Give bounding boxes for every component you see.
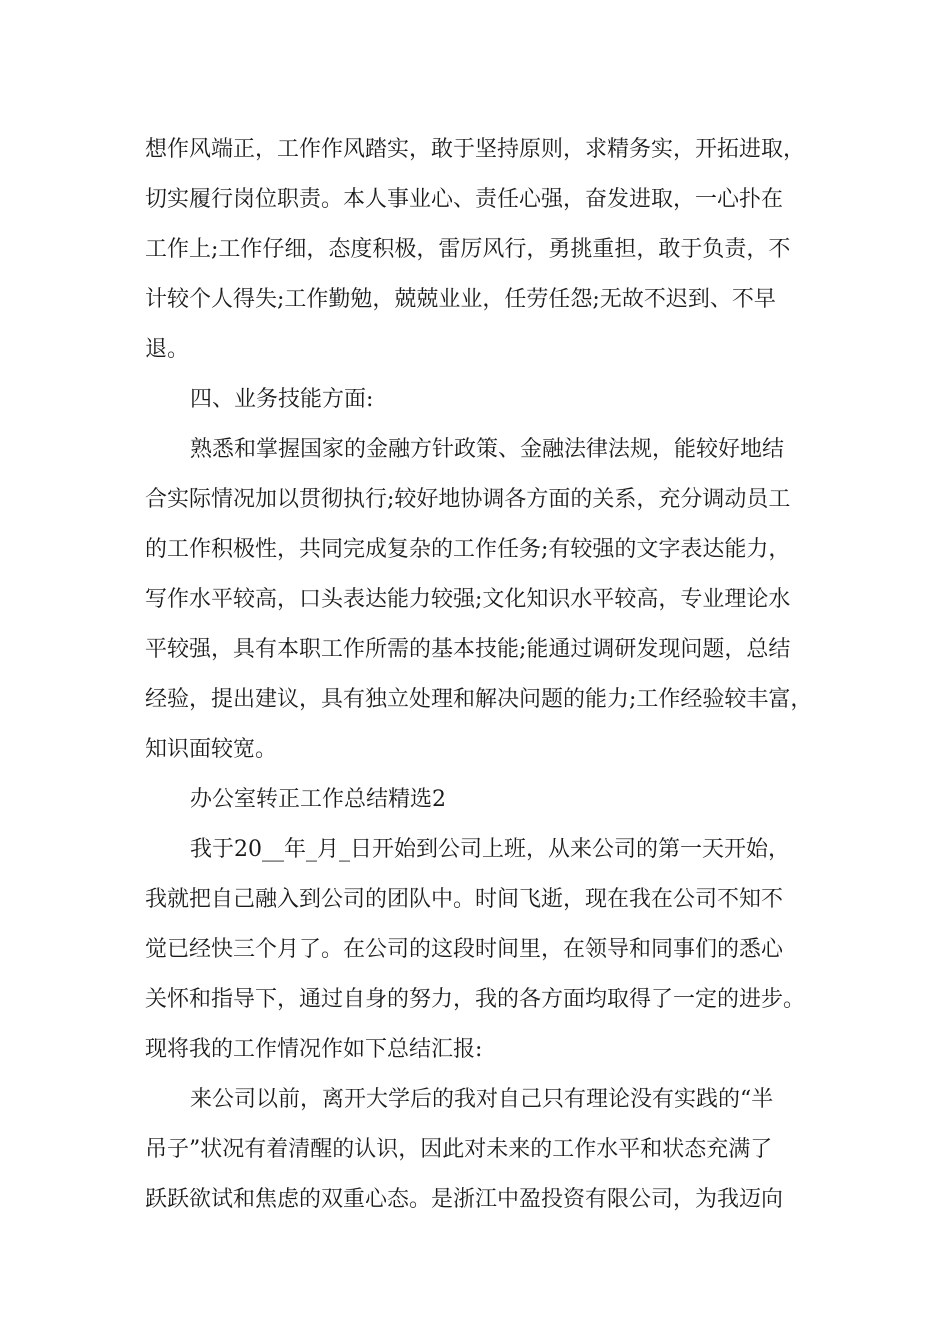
text-line: 我就把自己融入到公司的团队中。时间飞逝，现在我在公司不知不 bbox=[145, 887, 784, 912]
text-line: 吊子”状况有着清醒的认识，因此对未来的工作水平和状态充满了 bbox=[145, 1137, 773, 1162]
text-line: 工作上;工作仔细，态度积极，雷厉风行，勇挑重担，敢于负责，不 bbox=[145, 237, 791, 262]
section-title: 办公室转正工作总结精选2 bbox=[190, 787, 446, 812]
text-line: 想作风端正，工作作风踏实，敢于坚持原则，求精务实，开拓进取， bbox=[145, 137, 806, 162]
text-line: 退。 bbox=[145, 337, 190, 362]
text-line: 关怀和指导下，通过自身的努力，我的各方面均取得了一定的进步。 bbox=[145, 987, 806, 1012]
section-heading: 四、业务技能方面: bbox=[190, 387, 374, 412]
text-line: 跃跃欲试和焦虑的双重心态。是浙江中盈投资有限公司，为我迈向 bbox=[145, 1187, 784, 1212]
text-line: 来公司以前，离开大学后的我对自己只有理论没有实践的“半 bbox=[190, 1087, 774, 1112]
text-line: 经验，提出建议，具有独立处理和解决问题的能力;工作经验较丰富， bbox=[145, 687, 813, 712]
text-line: 现将我的工作情况作如下总结汇报: bbox=[145, 1037, 483, 1062]
text-line: 的工作积极性，共同完成复杂的工作任务;有较强的文字表达能力， bbox=[145, 537, 791, 562]
text-line: 写作水平较高，口头表达能力较强;文化知识水平较高，专业理论水 bbox=[145, 587, 791, 612]
text-line: 知识面较宽。 bbox=[145, 737, 278, 762]
text-line: 计较个人得失;工作勤勉，兢兢业业，任劳任怨;无故不迟到、不早 bbox=[145, 287, 776, 312]
text-line: 觉已经快三个月了。在公司的这段时间里，在领导和同事们的悉心 bbox=[145, 937, 784, 962]
text-line: 合实际情况加以贯彻执行;较好地协调各方面的关系，充分调动员工 bbox=[145, 487, 791, 512]
text-line: 熟悉和掌握国家的金融方针政策、金融法律法规，能较好地结 bbox=[190, 437, 785, 462]
text-line: 切实履行岗位职责。本人事业心、责任心强，奋发进取，一心扑在 bbox=[145, 187, 784, 212]
text-line: 我于20__年_月_日开始到公司上班，从来公司的第一天开始， bbox=[190, 837, 790, 862]
text-line: 平较强，具有本职工作所需的基本技能;能通过调研发现问题，总结 bbox=[145, 637, 791, 662]
